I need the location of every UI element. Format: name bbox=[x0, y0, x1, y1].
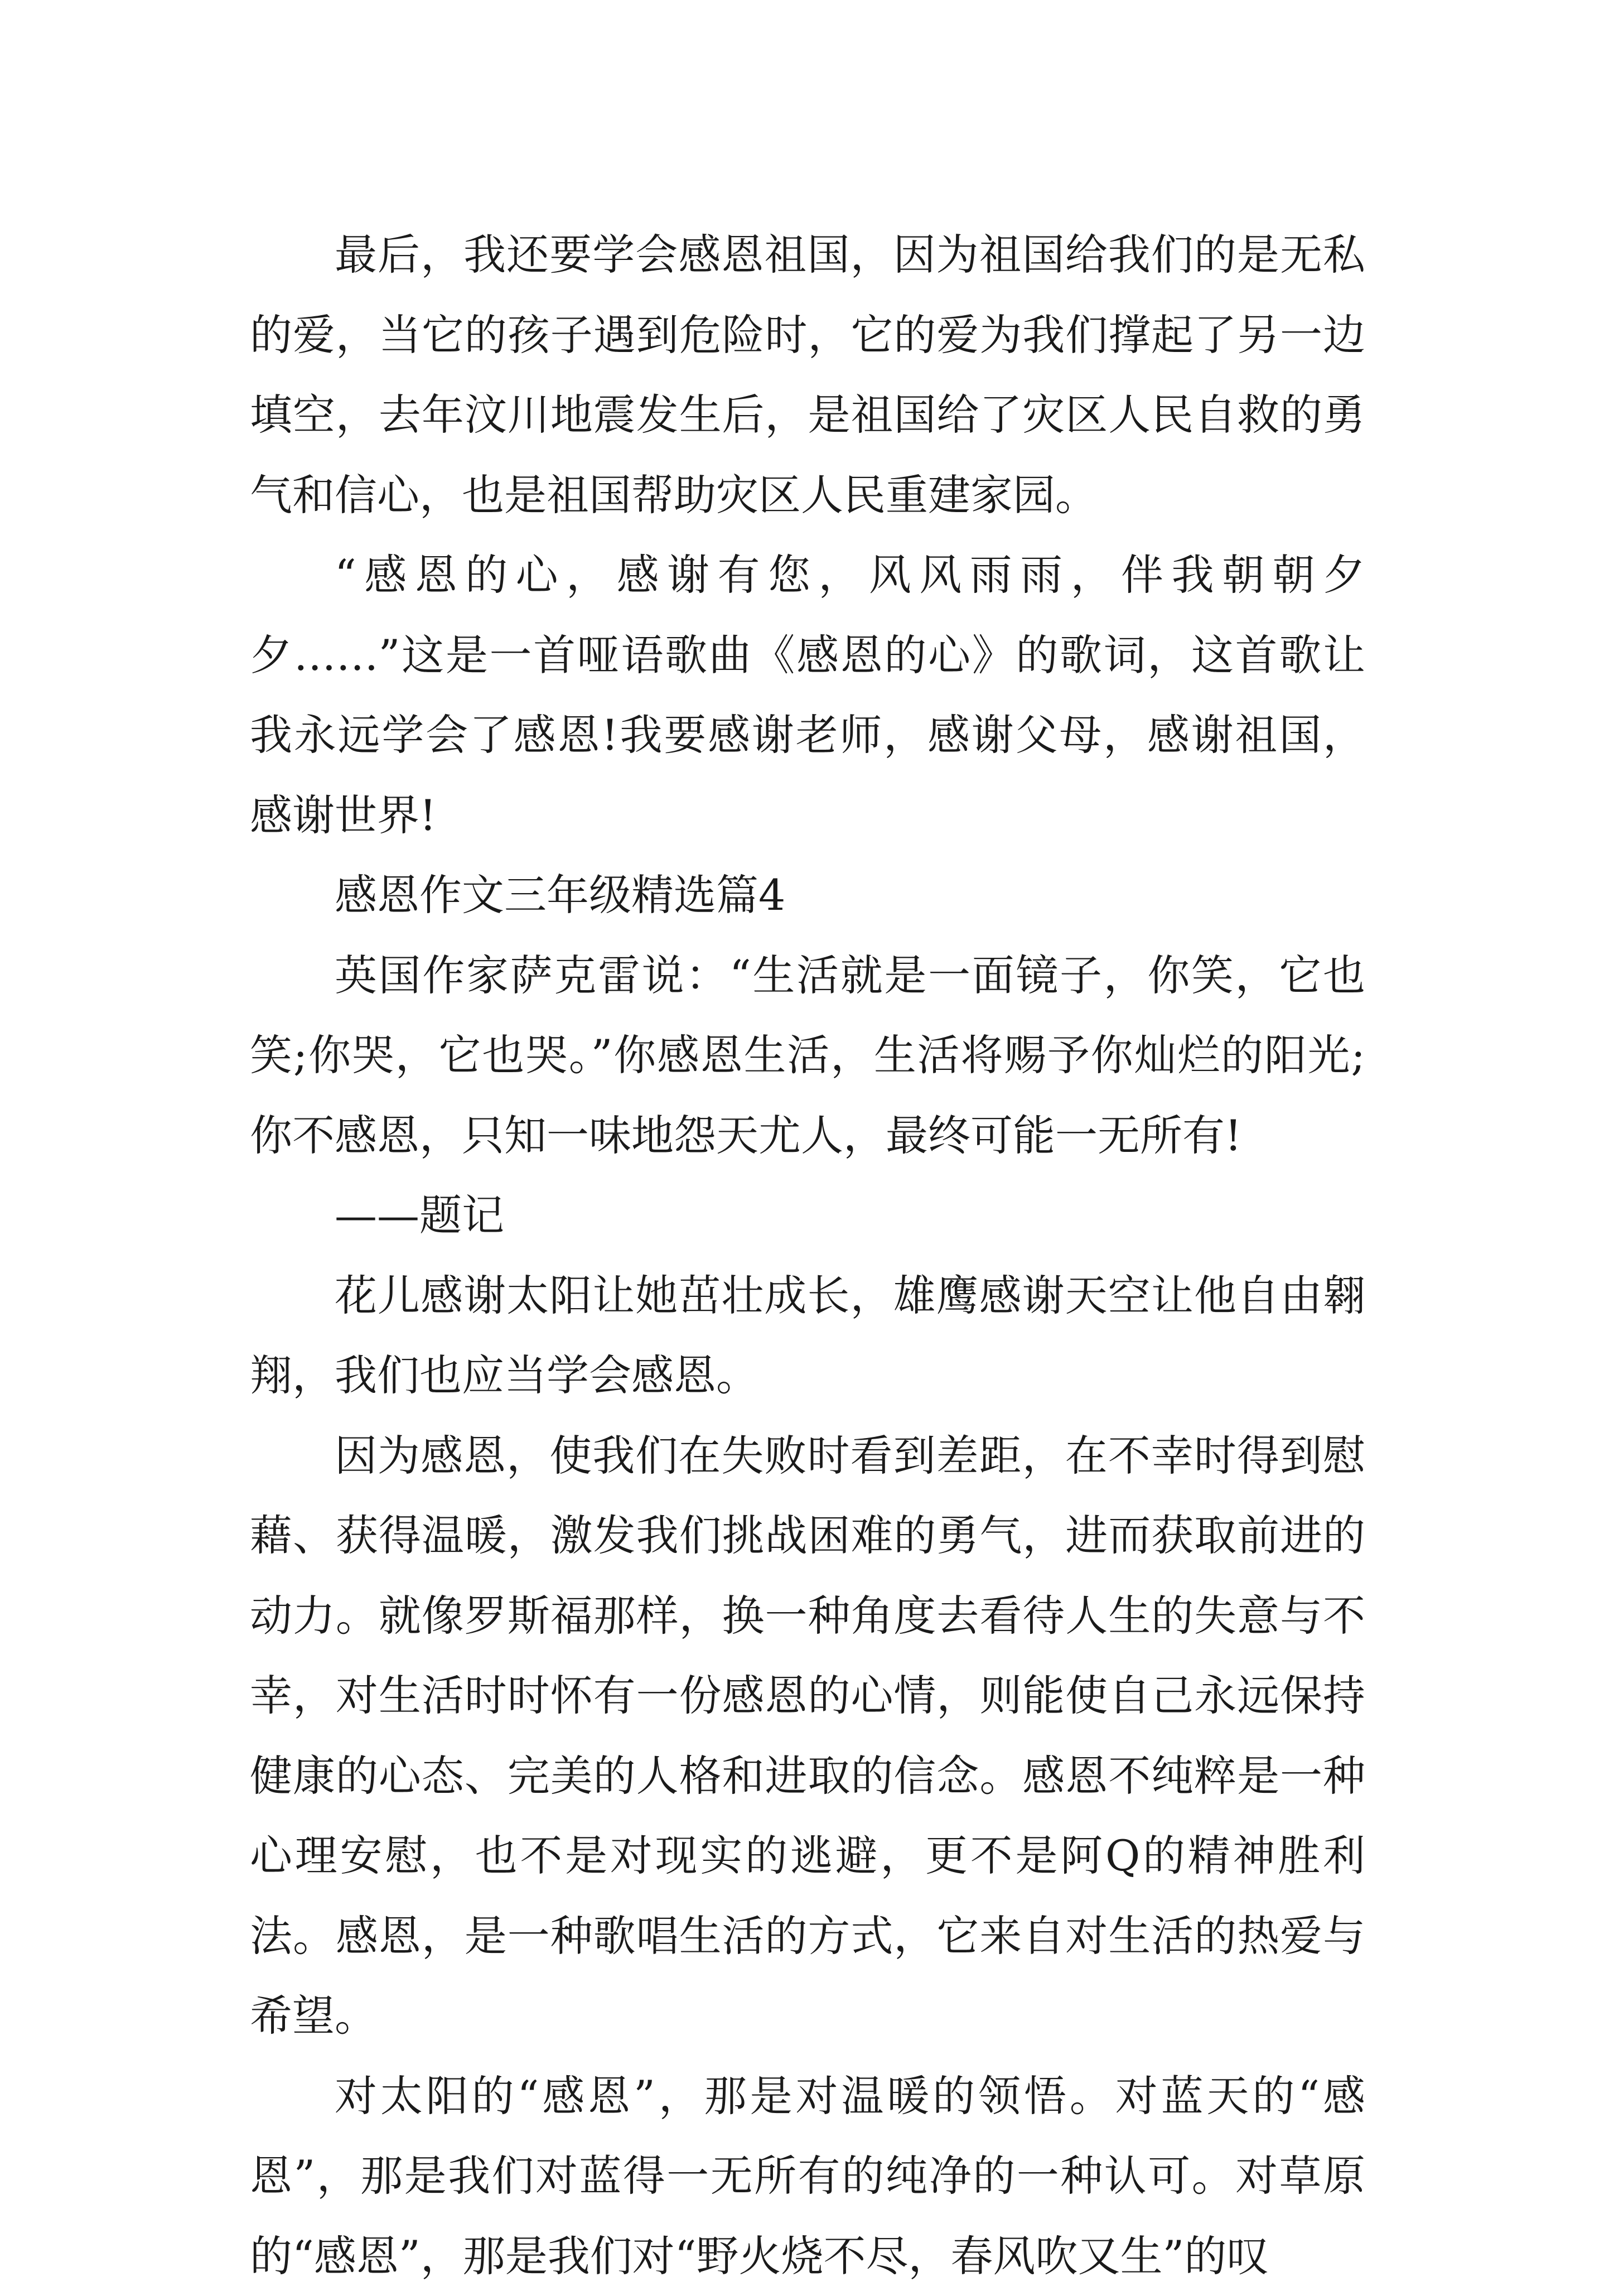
paragraph-because-gratitude: 因为感恩，使我们在失败时看到差距，在不幸时得到慰藉、获得温暖，激发我们挑战困难的勇气，进而获取前进的动力。就像罗斯福那样，换一种角度去看待人生的失意与不幸，对生活时时怀有一份感恩的心情，则能使自己永远保持健康的心态、完美的人格和进取的信念。感恩不纯粹是一种心理安慰，也不是对现实的逃避，更不是阿Q的精神胜利法。感恩，是一种歌唱生活的方式，它来自对生活的热爱与希望。 bbox=[250, 1416, 1365, 2056]
document-body bbox=[250, 215, 1365, 2296]
paragraph-thackeray-quote: 英国作家萨克雷说：“生活就是一面镜子，你笑，它也笑;你哭，它也哭。”你感恩生活，生活将赐予你灿烂的阳光;你不感恩，只知一味地怨天尤人，最终可能一无所有! bbox=[250, 935, 1365, 1176]
paragraph-flowers-eagles: 花儿感谢太阳让她茁壮成长，雄鹰感谢天空让他自由翱翔，我们也应当学会感恩。 bbox=[250, 1256, 1365, 1416]
paragraph-song-lyrics: “感恩的心，感谢有您，风风雨雨，伴我朝朝夕夕……”这是一首哑语歌曲《感恩的心》的歌词，这首歌让我永远学会了感恩!我要感谢老师，感谢父母，感谢祖国，感谢世界! bbox=[250, 535, 1365, 855]
paragraph-sun-sky-grassland: 对太阳的“感恩”，那是对温暖的领悟。对蓝天的“感恩”，那是我们对蓝得一无所有的纯净的一种认可。对草原的“感恩”，那是我们对“野火烧不尽，春风吹又生”的叹 bbox=[250, 2056, 1365, 2296]
epigraph-attribution: ——题记 bbox=[250, 1175, 1365, 1256]
section-heading: 感恩作文三年级精选篇4 bbox=[250, 855, 1365, 935]
paragraph-motherland: 最后，我还要学会感恩祖国，因为祖国给我们的是无私的爱，当它的孩子遇到危险时，它的爱为我们撑起了另一边填空，去年汶川地震发生后，是祖国给了灾区人民自救的勇气和信心，也是祖国帮助灾区人民重建家园。 bbox=[250, 215, 1365, 535]
